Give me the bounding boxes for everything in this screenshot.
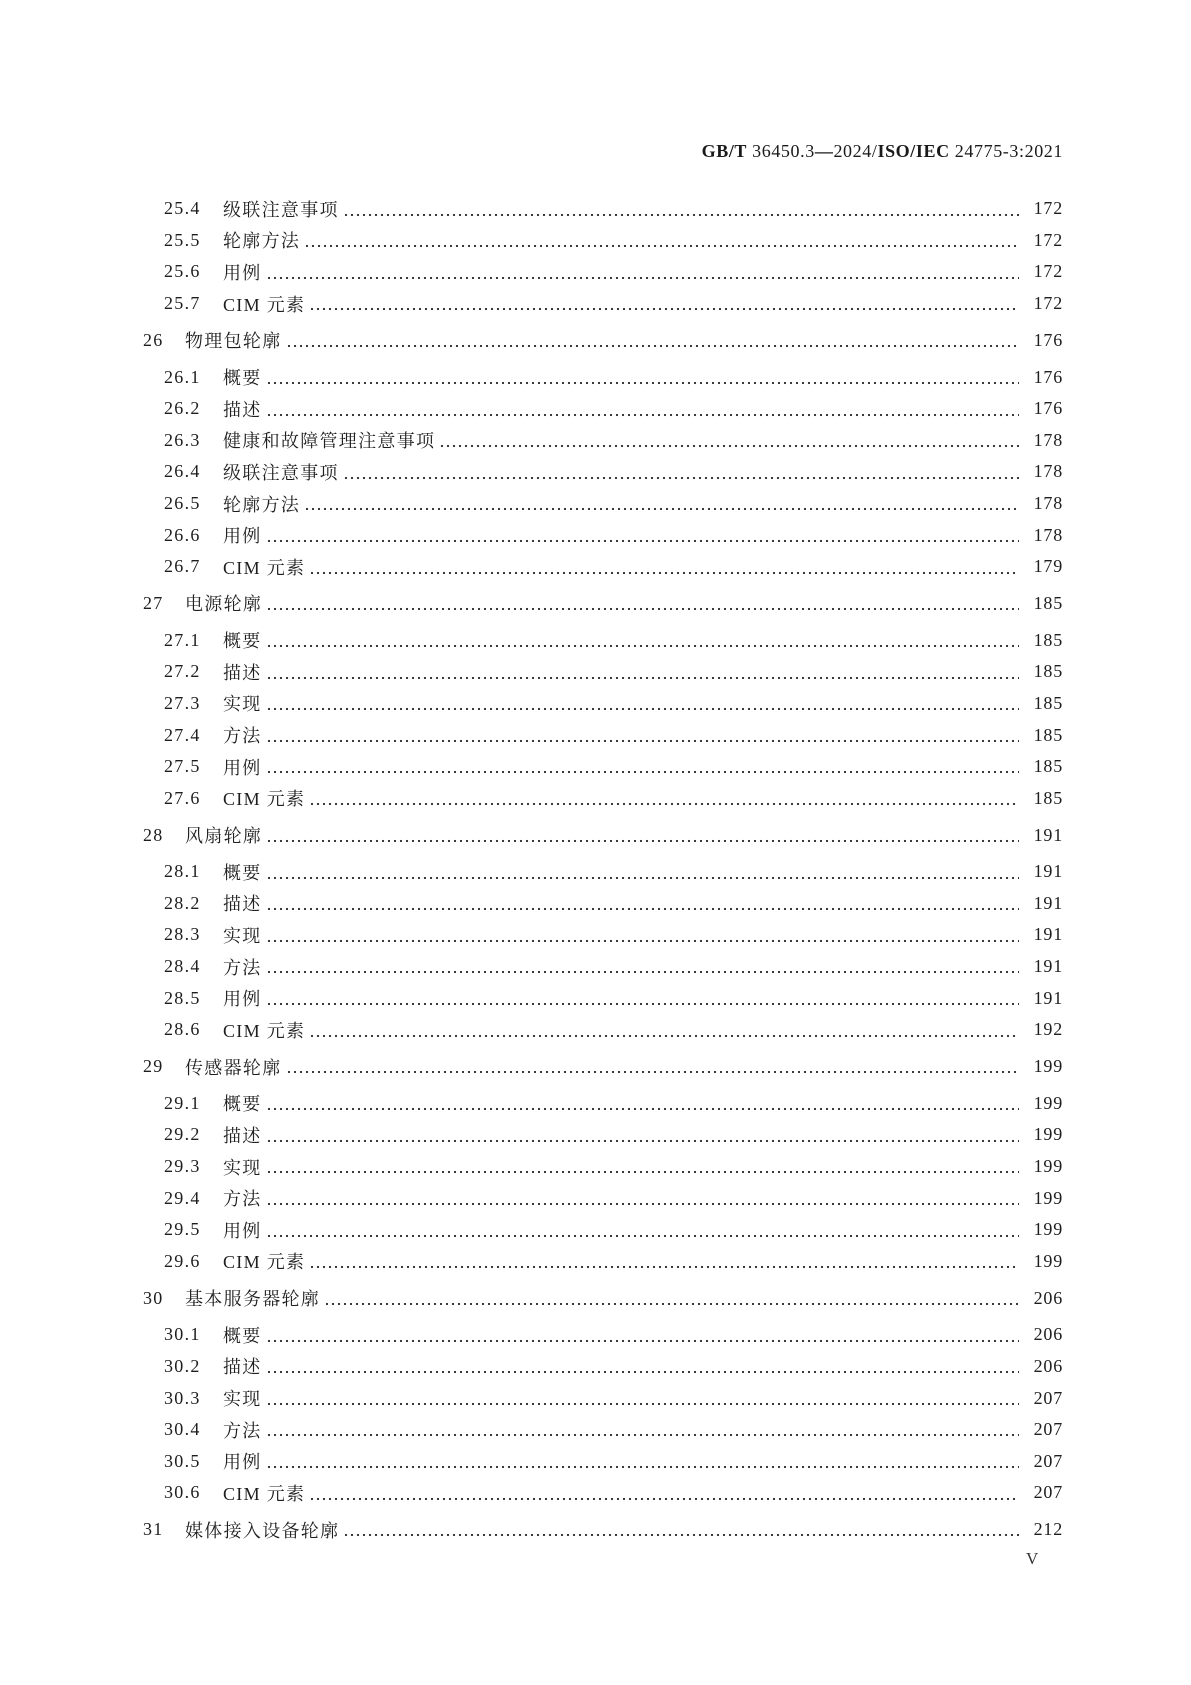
toc-entry-title: 描述: [223, 662, 262, 683]
toc-entry-title: 描述: [223, 1357, 262, 1378]
toc-entry-title: 描述: [223, 1125, 262, 1146]
toc-section-entry: [0, 1119, 1063, 1151]
toc-entry-number: 25.5: [164, 229, 201, 250]
dot-leader: [266, 413, 1019, 417]
toc-entry-page: 199: [1033, 1056, 1063, 1077]
toc-entry-title: CIM 元素: [223, 557, 306, 578]
toc-entry-page: 185: [1033, 592, 1063, 613]
dot-leader: [309, 802, 1019, 806]
toc-entry-number: 26.2: [164, 398, 201, 419]
dot-leader: [324, 1302, 1019, 1306]
dot-leader: [266, 1370, 1019, 1374]
toc-section-entry: [0, 782, 1063, 814]
toc-section-entry: [0, 551, 1063, 583]
toc-entry-page: 185: [1033, 756, 1063, 777]
toc-entry-number: 30: [143, 1287, 164, 1308]
toc-entry-title: CIM 元素: [223, 1252, 306, 1273]
toc-entry-page: 207: [1033, 1387, 1063, 1408]
dot-leader: [266, 539, 1019, 543]
toc-section-entry: [0, 919, 1063, 951]
dot-leader: [266, 1139, 1019, 1143]
toc-entry-title: 方法: [223, 1189, 262, 1210]
toc-entry-page: 172: [1033, 198, 1063, 219]
toc-entry-title: 概要: [223, 631, 262, 652]
toc-chapter-entry: [0, 819, 1063, 851]
toc-entry-number: 30.2: [164, 1355, 201, 1376]
toc-entry-number: 30.4: [164, 1419, 201, 1440]
toc-section-entry: [0, 1088, 1063, 1120]
dot-leader: [266, 907, 1019, 911]
dot-leader: [266, 707, 1019, 711]
dot-leader: [266, 607, 1019, 611]
toc-entry-title: 健康和故障管理注意事项: [223, 431, 436, 452]
toc-entry-title: 用例: [223, 757, 262, 778]
toc-entry-number: 29.6: [164, 1250, 201, 1271]
toc-entry-number: 27: [143, 592, 164, 613]
toc-chapter-entry: [0, 1514, 1063, 1546]
dot-leader: [266, 1339, 1019, 1343]
toc-entry-number: 31: [143, 1519, 164, 1540]
toc-entry-title: 方法: [223, 957, 262, 978]
toc-entry-number: 26.1: [164, 366, 201, 387]
toc-entry-number: 29.3: [164, 1156, 201, 1177]
toc-entry-title: 轮廓方法: [223, 494, 301, 515]
toc-entry-number: 27.6: [164, 787, 201, 808]
dot-leader: [266, 876, 1019, 880]
toc-entry-number: 30.5: [164, 1450, 201, 1471]
running-header: [702, 141, 1063, 162]
toc-entry-title: 用例: [223, 1452, 262, 1473]
toc-entry-title: 方法: [223, 726, 262, 747]
toc-entry-page: 191: [1033, 861, 1063, 882]
dot-leader: [266, 1402, 1019, 1406]
toc-entry-number: 27.5: [164, 756, 201, 777]
toc-list: [0, 193, 1063, 1551]
toc-entry-page: 207: [1033, 1482, 1063, 1503]
toc-section-entry: [0, 1246, 1063, 1278]
toc-entry-number: 28.4: [164, 956, 201, 977]
toc-entry-page: 199: [1033, 1187, 1063, 1208]
dot-leader: [266, 839, 1019, 843]
toc-section-entry: [0, 888, 1063, 920]
toc-section-entry: [0, 1014, 1063, 1046]
toc-section-entry: [0, 656, 1063, 688]
toc-entry-number: 27.4: [164, 724, 201, 745]
dot-leader: [286, 344, 1020, 348]
dot-leader: [266, 381, 1019, 385]
toc-entry-page: 199: [1033, 1092, 1063, 1113]
toc-entry-page: 191: [1033, 956, 1063, 977]
dot-leader: [266, 676, 1019, 680]
toc-section-entry: [0, 519, 1063, 551]
toc-entry-title: CIM 元素: [223, 1020, 306, 1041]
toc-entry-number: 25.4: [164, 198, 201, 219]
toc-entry-title: 物理包轮廓: [185, 331, 282, 352]
dot-leader: [309, 307, 1019, 311]
toc-entry-page: 199: [1033, 1250, 1063, 1271]
toc-entry-title: 方法: [223, 1420, 262, 1441]
toc-entry-title: 概要: [223, 1325, 262, 1346]
toc-entry-page: 207: [1033, 1450, 1063, 1471]
toc-entry-page: 178: [1033, 524, 1063, 545]
toc-entry-title: 电源轮廓: [185, 594, 263, 615]
header-segment: 24775-3:2021: [949, 141, 1063, 161]
toc-section-entry: [0, 1151, 1063, 1183]
toc-section-entry: [0, 1414, 1063, 1446]
toc-entry-page: 199: [1033, 1156, 1063, 1177]
toc-entry-title: 描述: [223, 894, 262, 915]
toc-chapter-entry: [0, 588, 1063, 620]
toc-entry-title: 描述: [223, 399, 262, 420]
toc-entry-page: 199: [1033, 1124, 1063, 1145]
toc-entry-number: 26.4: [164, 461, 201, 482]
header-segment: GB/T: [701, 141, 748, 161]
toc-section-entry: [0, 624, 1063, 656]
toc-section-entry: [0, 288, 1063, 320]
toc-entry-number: 30.3: [164, 1387, 201, 1408]
toc-entry-title: CIM 元素: [223, 1483, 306, 1504]
toc-entry-page: 191: [1033, 892, 1063, 913]
toc-section-entry: [0, 856, 1063, 888]
dot-leader: [266, 1002, 1019, 1006]
toc-entry-page: 178: [1033, 461, 1063, 482]
toc-entry-title: 传感器轮廓: [185, 1057, 282, 1078]
toc-entry-title: 用例: [223, 1220, 262, 1241]
dot-leader: [266, 1202, 1019, 1206]
dot-leader: [266, 1234, 1019, 1238]
toc-section-entry: [0, 1382, 1063, 1414]
dot-leader: [266, 276, 1019, 280]
toc-entry-page: 191: [1033, 987, 1063, 1008]
toc-entry-number: 29.4: [164, 1187, 201, 1208]
dot-leader: [266, 1170, 1019, 1174]
toc-entry-title: CIM 元素: [223, 294, 306, 315]
toc-entry-title: 实现: [223, 925, 262, 946]
toc-entry-page: 172: [1033, 261, 1063, 282]
toc-entry-title: 概要: [223, 1094, 262, 1115]
toc-entry-page: 207: [1033, 1419, 1063, 1440]
dot-leader: [266, 970, 1019, 974]
toc-entry-page: 176: [1033, 329, 1063, 350]
header-segment: 2024/: [833, 141, 878, 161]
toc-section-entry: [0, 361, 1063, 393]
toc-entry-title: 基本服务器轮廓: [185, 1289, 321, 1310]
toc-section-entry: [0, 488, 1063, 520]
toc-entry-title: 媒体接入设备轮廓: [185, 1520, 340, 1541]
toc-entry-page: 185: [1033, 787, 1063, 808]
toc-entry-title: 用例: [223, 262, 262, 283]
toc-section-entry: [0, 688, 1063, 720]
toc-entry-page: 192: [1033, 1019, 1063, 1040]
dot-leader: [309, 571, 1019, 575]
toc-entry-title: 实现: [223, 1389, 262, 1410]
toc-section-entry: [0, 1477, 1063, 1509]
toc-entry-title: 用例: [223, 526, 262, 547]
toc-section-entry: [0, 982, 1063, 1014]
toc-entry-number: 26.3: [164, 429, 201, 450]
toc-entry-title: 轮廓方法: [223, 231, 301, 252]
dot-leader: [266, 644, 1019, 648]
header-segment: —: [814, 141, 834, 161]
toc-entry-number: 25.7: [164, 293, 201, 314]
toc-section-entry: [0, 193, 1063, 225]
toc-entry-number: 30.6: [164, 1482, 201, 1503]
toc-entry-title: CIM 元素: [223, 789, 306, 810]
toc-entry-page: 212: [1033, 1519, 1063, 1540]
toc-entry-number: 29: [143, 1056, 164, 1077]
toc-section-entry: [0, 1445, 1063, 1477]
toc-entry-number: 28.1: [164, 861, 201, 882]
toc-entry-number: 27.3: [164, 692, 201, 713]
toc-entry-page: 199: [1033, 1219, 1063, 1240]
toc-section-entry: [0, 456, 1063, 488]
toc-entry-number: 28.3: [164, 924, 201, 945]
toc-section-entry: [0, 719, 1063, 751]
toc-section-entry: [0, 225, 1063, 257]
toc-entry-title: 实现: [223, 694, 262, 715]
toc-entry-title: 用例: [223, 989, 262, 1010]
toc-entry-number: 27.2: [164, 661, 201, 682]
toc-entry-number: 28.5: [164, 987, 201, 1008]
header-segment: 36450.3: [747, 141, 815, 161]
toc-chapter-entry: [0, 325, 1063, 357]
toc-entry-number: 25.6: [164, 261, 201, 282]
dot-leader: [309, 1265, 1019, 1269]
toc-entry-title: 级联注意事项: [223, 199, 339, 220]
dot-leader: [266, 1107, 1019, 1111]
toc-entry-title: 概要: [223, 368, 262, 389]
toc-entry-number: 29.1: [164, 1092, 201, 1113]
toc-entry-page: 172: [1033, 293, 1063, 314]
toc-section-entry: [0, 393, 1063, 425]
toc-entry-number: 30.1: [164, 1324, 201, 1345]
dot-leader: [266, 1465, 1019, 1469]
toc-entry-page: 206: [1033, 1355, 1063, 1376]
toc-entry-page: 185: [1033, 661, 1063, 682]
toc-entry-page: 178: [1033, 493, 1063, 514]
toc-section-entry: [0, 256, 1063, 288]
toc-entry-page: 185: [1033, 629, 1063, 650]
toc-entry-page: 172: [1033, 229, 1063, 250]
toc-entry-page: 179: [1033, 556, 1063, 577]
toc-entry-page: 206: [1033, 1324, 1063, 1345]
dot-leader: [439, 444, 1019, 448]
toc-section-entry: [0, 1214, 1063, 1246]
dot-leader: [309, 1497, 1019, 1501]
toc-entry-title: 概要: [223, 862, 262, 883]
toc-entry-number: 29.2: [164, 1124, 201, 1145]
toc-entry-number: 26.5: [164, 493, 201, 514]
toc-entry-number: 26: [143, 329, 164, 350]
dot-leader: [343, 213, 1019, 217]
toc-entry-page: 176: [1033, 366, 1063, 387]
toc-entry-number: 27.1: [164, 629, 201, 650]
header-segment: ISO/IEC: [877, 141, 950, 161]
dot-leader: [343, 1533, 1019, 1537]
toc-entry-number: 28.2: [164, 892, 201, 913]
dot-leader: [266, 770, 1019, 774]
toc-entry-number: 26.7: [164, 556, 201, 577]
toc-entry-number: 29.5: [164, 1219, 201, 1240]
toc-entry-page: 178: [1033, 429, 1063, 450]
dot-leader: [266, 1433, 1019, 1437]
toc-entry-page: 185: [1033, 692, 1063, 713]
toc-entry-page: 185: [1033, 724, 1063, 745]
toc-entry-title: 风扇轮廓: [185, 826, 263, 847]
dot-leader: [343, 476, 1019, 480]
toc-entry-page: 191: [1033, 924, 1063, 945]
toc-section-entry: [0, 1182, 1063, 1214]
dot-leader: [304, 244, 1019, 248]
toc-section-entry: [0, 425, 1063, 457]
toc-entry-page: 176: [1033, 398, 1063, 419]
dot-leader: [309, 1034, 1019, 1038]
toc-entry-number: 28: [143, 824, 164, 845]
toc-chapter-entry: [0, 1051, 1063, 1083]
dot-leader: [266, 739, 1019, 743]
toc-entry-number: 26.6: [164, 524, 201, 545]
toc-section-entry: [0, 1351, 1063, 1383]
dot-leader: [304, 507, 1019, 511]
toc-entry-page: 206: [1033, 1287, 1063, 1308]
toc-entry-page: 191: [1033, 824, 1063, 845]
dot-leader: [286, 1070, 1020, 1074]
toc-section-entry: [0, 951, 1063, 983]
toc-entry-number: 28.6: [164, 1019, 201, 1040]
toc-entry-title: 实现: [223, 1157, 262, 1178]
toc-chapter-entry: [0, 1282, 1063, 1314]
toc-entry-title: 级联注意事项: [223, 462, 339, 483]
toc-section-entry: [0, 751, 1063, 783]
toc-section-entry: [0, 1319, 1063, 1351]
dot-leader: [266, 939, 1019, 943]
page-number: V: [1026, 1549, 1039, 1568]
